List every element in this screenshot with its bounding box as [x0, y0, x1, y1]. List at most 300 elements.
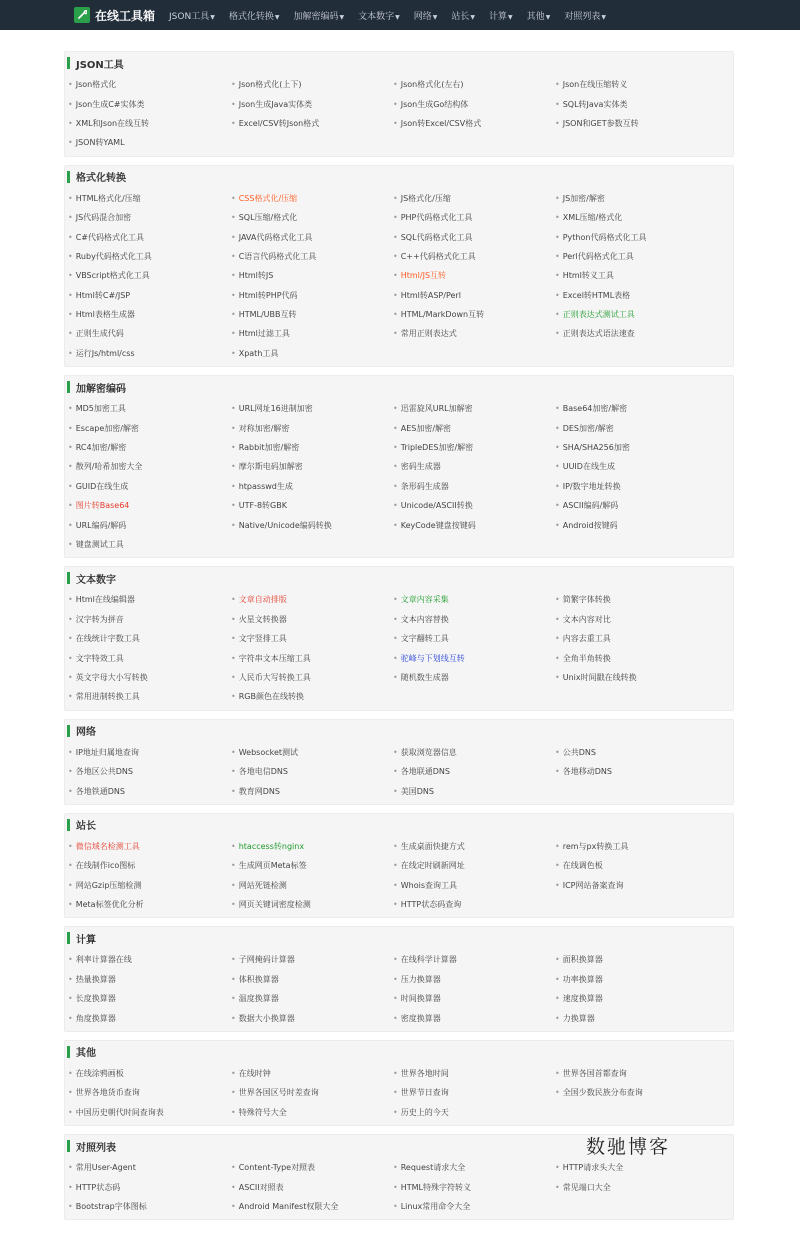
tool-link-label: Html/JS互转 [400, 271, 447, 281]
tool-link[interactable] [68, 133, 231, 152]
tool-link[interactable] [393, 227, 555, 246]
bullet-icon: • [231, 974, 236, 984]
tool-link-label: HTTP请求头大全 [562, 1163, 624, 1173]
nav-item-label: 对照列表 [564, 11, 601, 22]
tool-link[interactable] [231, 590, 393, 609]
tool-link[interactable] [231, 399, 393, 418]
tool-link[interactable] [231, 305, 393, 324]
tool-link[interactable] [231, 1064, 393, 1083]
bullet-icon: • [68, 481, 73, 491]
tool-link[interactable] [68, 227, 231, 246]
tool-link[interactable] [393, 247, 555, 266]
bullet-icon: • [68, 1088, 73, 1098]
bullet-icon: • [231, 841, 236, 851]
bullet-icon: • [555, 974, 560, 984]
caret-down-icon: ▼ [432, 13, 438, 21]
tool-link[interactable] [231, 496, 393, 515]
bullet-icon: • [68, 501, 73, 511]
top-navbar [0, 0, 800, 30]
tool-link[interactable] [68, 515, 231, 534]
tool-link[interactable] [555, 496, 717, 515]
tool-link[interactable] [231, 856, 393, 875]
tool-link[interactable] [231, 629, 393, 648]
nav-item-label: 其他 [526, 11, 545, 22]
tool-link[interactable] [68, 837, 231, 856]
tool-link[interactable] [68, 208, 231, 227]
tool-link[interactable] [393, 438, 555, 457]
tool-link[interactable] [68, 399, 231, 418]
tool-link-label: 面积换算器 [562, 955, 603, 965]
tool-link[interactable] [393, 762, 555, 781]
tool-link-label: JAVA代码格式化工具 [238, 232, 313, 242]
tool-link[interactable] [231, 1103, 393, 1122]
tool-link-label: 世界各地时间 [400, 1069, 449, 1079]
tool-link[interactable] [68, 856, 231, 875]
tool-link-label: 历史上的今天 [400, 1107, 449, 1117]
tool-link-label: UUID在线生成 [562, 462, 615, 472]
nav-item-7[interactable] [527, 9, 551, 22]
tool-link[interactable] [68, 668, 231, 687]
tool-link-label: SQL转Java实体类 [562, 99, 628, 109]
section-accent-bar [67, 932, 70, 944]
tool-link[interactable] [555, 94, 717, 113]
tool-link-label: HTTP状态码查询 [400, 900, 462, 910]
tool-link[interactable] [68, 1177, 231, 1196]
tool-link[interactable] [555, 457, 717, 476]
tool-link[interactable] [68, 950, 231, 969]
nav-item-label: 加解密编码 [293, 11, 339, 22]
bullet-icon: • [231, 747, 236, 757]
tool-link[interactable] [231, 208, 393, 227]
tool-link-label: 正则表达式测试工具 [562, 310, 635, 320]
tool-link[interactable] [555, 324, 717, 343]
tool-link[interactable] [393, 856, 555, 875]
tool-link-label: Json格式化(左右) [400, 80, 464, 90]
tool-link[interactable] [393, 266, 555, 285]
bullet-icon: • [555, 672, 560, 682]
tool-link[interactable] [231, 989, 393, 1008]
tool-link[interactable] [393, 457, 555, 476]
tool-link[interactable] [393, 1197, 555, 1216]
tool-grid [65, 399, 733, 554]
bullet-icon: • [555, 232, 560, 242]
bullet-icon: • [68, 595, 73, 605]
tool-link[interactable] [393, 75, 555, 94]
tool-link[interactable] [231, 687, 393, 706]
bullet-icon: • [231, 251, 236, 261]
bullet-icon: • [231, 213, 236, 223]
tool-link[interactable] [555, 75, 717, 94]
tool-link[interactable] [68, 286, 231, 305]
tool-link[interactable] [231, 648, 393, 667]
tool-link[interactable] [393, 324, 555, 343]
bullet-icon: • [555, 880, 560, 890]
tool-link[interactable] [231, 762, 393, 781]
tool-link-label: 全角半角转换 [562, 653, 611, 663]
section-accent-bar [67, 725, 70, 737]
tool-link[interactable] [555, 247, 717, 266]
section-3 [64, 566, 734, 710]
tool-link[interactable] [231, 75, 393, 94]
tool-link-label: Json生成Go结构体 [400, 99, 469, 109]
tool-link[interactable] [555, 1083, 717, 1102]
tool-link[interactable] [555, 477, 717, 496]
tool-link[interactable] [68, 477, 231, 496]
tool-link[interactable] [555, 668, 717, 687]
tool-link-label: 内容去重工具 [562, 634, 611, 644]
tool-link[interactable] [68, 989, 231, 1008]
tool-link-label: C语言代码格式化工具 [238, 251, 317, 261]
tool-link[interactable] [231, 114, 393, 133]
tool-link[interactable] [393, 286, 555, 305]
tool-link[interactable] [68, 895, 231, 914]
tool-link[interactable] [68, 247, 231, 266]
bullet-icon: • [231, 1201, 236, 1211]
tool-link[interactable] [393, 189, 555, 208]
tool-link[interactable] [555, 208, 717, 227]
tool-link-label: 中国历史朝代时间查询表 [75, 1107, 164, 1117]
bullet-icon: • [68, 861, 73, 871]
tool-link-label: Html过滤工具 [238, 329, 290, 339]
tool-link[interactable] [555, 648, 717, 667]
tool-link[interactable] [68, 1103, 231, 1122]
bullet-icon: • [555, 271, 560, 281]
brand[interactable] [74, 7, 155, 24]
section-accent-bar [67, 819, 70, 831]
tool-link[interactable] [68, 535, 231, 554]
tool-link[interactable] [68, 1008, 231, 1027]
tool-link[interactable] [555, 418, 717, 437]
tool-link[interactable] [231, 344, 393, 363]
tool-link[interactable] [555, 1158, 717, 1177]
bullet-icon: • [393, 653, 398, 663]
tool-link[interactable] [393, 1158, 555, 1177]
tool-link-label: JSON和GET参数互转 [562, 118, 639, 128]
nav-item-3[interactable] [358, 9, 400, 22]
tool-link[interactable] [393, 1083, 555, 1102]
tool-link[interactable] [231, 324, 393, 343]
bullet-icon: • [393, 747, 398, 757]
bullet-icon: • [68, 232, 73, 242]
tool-link[interactable] [555, 989, 717, 1008]
nav-item-label: 计算 [489, 11, 508, 22]
tool-link[interactable] [231, 189, 393, 208]
tool-link[interactable] [231, 227, 393, 246]
tool-link[interactable] [555, 515, 717, 534]
tool-link[interactable] [231, 418, 393, 437]
caret-down-icon: ▼ [274, 13, 280, 21]
tool-link[interactable] [231, 266, 393, 285]
tool-link[interactable] [555, 610, 717, 629]
tool-link[interactable] [68, 687, 231, 706]
caret-down-icon: ▼ [339, 13, 345, 21]
bullet-icon: • [555, 118, 560, 128]
nav-item-2[interactable] [293, 9, 344, 22]
tool-link[interactable] [231, 1008, 393, 1027]
tool-link-label: DES加密/解密 [562, 423, 614, 433]
bullet-icon: • [393, 232, 398, 242]
tool-link[interactable] [393, 399, 555, 418]
tool-link[interactable] [68, 418, 231, 437]
bullet-icon: • [393, 310, 398, 320]
tool-link[interactable] [555, 950, 717, 969]
nav-item-1[interactable] [229, 9, 280, 22]
tool-link[interactable] [68, 1064, 231, 1083]
tool-link-label: 角度换算器 [75, 1013, 116, 1023]
section-accent-bar [67, 572, 70, 584]
tool-link[interactable] [555, 305, 717, 324]
tool-link[interactable] [68, 1083, 231, 1102]
bullet-icon: • [231, 1013, 236, 1023]
tool-link-label: IP/数字地址转换 [562, 481, 621, 491]
caret-down-icon: ▼ [210, 13, 215, 21]
bullet-icon: • [393, 974, 398, 984]
tool-link[interactable] [393, 648, 555, 667]
tool-link[interactable] [393, 114, 555, 133]
caret-down-icon: ▼ [470, 13, 476, 21]
tool-link[interactable] [68, 1197, 231, 1216]
tool-link[interactable] [231, 1083, 393, 1102]
tool-link[interactable] [393, 496, 555, 515]
tool-link[interactable] [393, 970, 555, 989]
nav-item-8[interactable] [564, 9, 606, 22]
bullet-icon: • [68, 747, 73, 757]
section-title: 对照列表 [76, 1142, 116, 1154]
bullet-icon: • [393, 955, 398, 965]
tool-link[interactable] [68, 876, 231, 895]
bullet-icon: • [393, 501, 398, 511]
tool-link[interactable] [393, 1064, 555, 1083]
tool-link-label: Content-Type对照表 [238, 1163, 316, 1173]
bullet-icon: • [68, 290, 73, 300]
tool-link-label: XML压缩/格式化 [562, 213, 623, 223]
tool-link[interactable] [393, 418, 555, 437]
section-1 [64, 165, 734, 368]
tool-link[interactable] [393, 305, 555, 324]
tool-link[interactable] [68, 324, 231, 343]
tool-link-label: 网站死链检测 [238, 880, 287, 890]
nav-item-6[interactable] [489, 9, 513, 22]
tool-link[interactable] [555, 438, 717, 457]
bullet-icon: • [231, 786, 236, 796]
tool-link[interactable] [68, 743, 231, 762]
tool-link[interactable] [231, 1177, 393, 1196]
tool-link[interactable] [393, 781, 555, 800]
tool-link[interactable] [393, 876, 555, 895]
bullet-icon: • [68, 193, 73, 203]
tool-link[interactable] [231, 950, 393, 969]
tool-link[interactable] [68, 1158, 231, 1177]
bullet-icon: • [393, 193, 398, 203]
tool-link[interactable] [555, 590, 717, 609]
tool-link[interactable] [231, 668, 393, 687]
tool-link[interactable] [393, 989, 555, 1008]
tool-link[interactable] [68, 781, 231, 800]
tool-link[interactable] [393, 1103, 555, 1122]
tool-link[interactable] [555, 114, 717, 133]
tool-link-label: IP地址归属地查询 [75, 747, 139, 757]
bullet-icon: • [555, 481, 560, 491]
tool-link-label: 世界各地货币查询 [75, 1088, 140, 1098]
tool-link-label: Excel转HTML表格 [562, 290, 631, 300]
tool-link-label: PHP代码格式化工具 [400, 213, 473, 223]
bullet-icon: • [555, 423, 560, 433]
bullet-icon: • [231, 634, 236, 644]
bullet-icon: • [393, 80, 398, 90]
nav-item-4[interactable] [414, 9, 438, 22]
tool-link-label: 简繁字体转换 [562, 595, 611, 605]
tool-link[interactable] [231, 781, 393, 800]
bullet-icon: • [555, 404, 560, 414]
tool-link[interactable] [555, 876, 717, 895]
bullet-icon: • [68, 1013, 73, 1023]
tool-link-label: Escape加密/解密 [75, 423, 139, 433]
tool-link[interactable] [231, 457, 393, 476]
tool-link[interactable] [68, 189, 231, 208]
bullet-icon: • [393, 1069, 398, 1079]
tool-link[interactable] [555, 856, 717, 875]
nav-item-label: 文本数字 [358, 11, 395, 22]
tool-link[interactable] [68, 438, 231, 457]
bullet-icon: • [68, 443, 73, 453]
tool-link-label: 对称加密/解密 [238, 423, 290, 433]
bullet-icon: • [555, 329, 560, 339]
tool-link-label: Request请求大全 [400, 1163, 466, 1173]
section-4 [64, 719, 734, 805]
tool-link[interactable] [555, 266, 717, 285]
tool-link-label: HTML/MarkDown互转 [400, 310, 485, 320]
tool-link[interactable] [231, 876, 393, 895]
tool-link-label: 在线定时刷新网址 [400, 861, 465, 871]
tool-link[interactable] [555, 227, 717, 246]
tool-link[interactable] [68, 344, 231, 363]
tool-link[interactable] [393, 94, 555, 113]
tool-link-label: Unix时间戳在线转换 [562, 672, 637, 682]
tool-link-label: SQL代码格式化工具 [400, 232, 473, 242]
tool-link[interactable] [393, 590, 555, 609]
tool-link[interactable] [231, 743, 393, 762]
tool-link-label: Excel/CSV转Json格式 [238, 118, 320, 128]
tool-link-label: 世界各国区号时差查询 [238, 1088, 319, 1098]
bullet-icon: • [393, 118, 398, 128]
tool-link[interactable] [231, 837, 393, 856]
tool-link[interactable] [555, 743, 717, 762]
tool-link[interactable] [68, 305, 231, 324]
tool-link-label: 人民币大写转换工具 [238, 672, 311, 682]
tool-link[interactable] [555, 1064, 717, 1083]
section-title: 计算 [76, 934, 96, 946]
tool-link[interactable] [231, 970, 393, 989]
tool-link-label: 生成网页Meta标签 [238, 861, 307, 871]
tool-link[interactable] [68, 610, 231, 629]
tool-link[interactable] [231, 1197, 393, 1216]
tool-link[interactable] [393, 629, 555, 648]
tool-link[interactable] [68, 94, 231, 113]
tool-link[interactable] [68, 648, 231, 667]
tool-link[interactable] [555, 1008, 717, 1027]
bullet-icon: • [555, 443, 560, 453]
tool-link[interactable] [555, 970, 717, 989]
tool-link[interactable] [231, 94, 393, 113]
tool-link-label: SQL压缩/格式化 [238, 213, 298, 223]
tool-link[interactable] [393, 1177, 555, 1196]
tool-link[interactable] [68, 629, 231, 648]
tool-link[interactable] [231, 477, 393, 496]
bullet-icon: • [393, 1201, 398, 1211]
tool-link[interactable] [393, 477, 555, 496]
tool-link[interactable] [555, 837, 717, 856]
bullet-icon: • [393, 994, 398, 1004]
tool-link[interactable] [68, 496, 231, 515]
tool-link[interactable] [231, 438, 393, 457]
bullet-icon: • [393, 404, 398, 414]
tool-link[interactable] [68, 75, 231, 94]
section-title: 加解密编码 [76, 383, 126, 395]
tool-link[interactable] [231, 515, 393, 534]
tool-link-label: 功率换算器 [562, 974, 603, 984]
section-7 [64, 1040, 734, 1126]
tool-link[interactable] [555, 399, 717, 418]
bullet-icon: • [231, 501, 236, 511]
tool-link-label: rem与px转换工具 [562, 841, 629, 851]
bullet-icon: • [393, 462, 398, 472]
section-title: 文本数字 [76, 574, 116, 586]
tool-link[interactable] [231, 610, 393, 629]
tool-link[interactable] [68, 457, 231, 476]
tool-link-label: ICP网站备案查询 [562, 880, 624, 890]
tool-link[interactable] [393, 950, 555, 969]
tool-link[interactable] [393, 1008, 555, 1027]
tool-link[interactable] [68, 970, 231, 989]
bullet-icon: • [231, 99, 236, 109]
tool-link[interactable] [231, 895, 393, 914]
tool-link[interactable] [555, 286, 717, 305]
tool-link[interactable] [555, 1177, 717, 1196]
tool-grid [65, 1158, 733, 1216]
tool-link[interactable] [393, 837, 555, 856]
nav-item-0[interactable] [169, 9, 215, 22]
bullet-icon: • [231, 118, 236, 128]
tool-link[interactable] [231, 1158, 393, 1177]
tool-link[interactable] [68, 590, 231, 609]
tool-link-label: 网站Gzip压缩检测 [75, 880, 142, 890]
tool-link[interactable] [555, 762, 717, 781]
tool-link[interactable] [68, 266, 231, 285]
tool-link[interactable] [68, 762, 231, 781]
tool-link-label: VBScript格式化工具 [75, 271, 150, 281]
tool-link-label: Html转PHP代码 [238, 290, 298, 300]
tool-link[interactable] [393, 208, 555, 227]
brand-title: 在线工具箱 [95, 8, 156, 23]
bullet-icon: • [555, 841, 560, 851]
tool-link[interactable] [393, 743, 555, 762]
tool-link[interactable] [555, 629, 717, 648]
tool-link[interactable] [393, 610, 555, 629]
tool-link[interactable] [555, 189, 717, 208]
bullet-icon: • [555, 1013, 560, 1023]
tool-link[interactable] [393, 515, 555, 534]
tool-link[interactable] [393, 895, 555, 914]
nav-item-5[interactable] [451, 9, 475, 22]
tool-link-label: Bootstrap字体图标 [75, 1201, 147, 1211]
tool-link-label: 美国DNS [400, 786, 434, 796]
tool-link[interactable] [393, 668, 555, 687]
tool-link[interactable] [231, 286, 393, 305]
tool-link[interactable] [231, 247, 393, 266]
bullet-icon: • [231, 329, 236, 339]
bullet-icon: • [393, 423, 398, 433]
tool-link[interactable] [68, 114, 231, 133]
